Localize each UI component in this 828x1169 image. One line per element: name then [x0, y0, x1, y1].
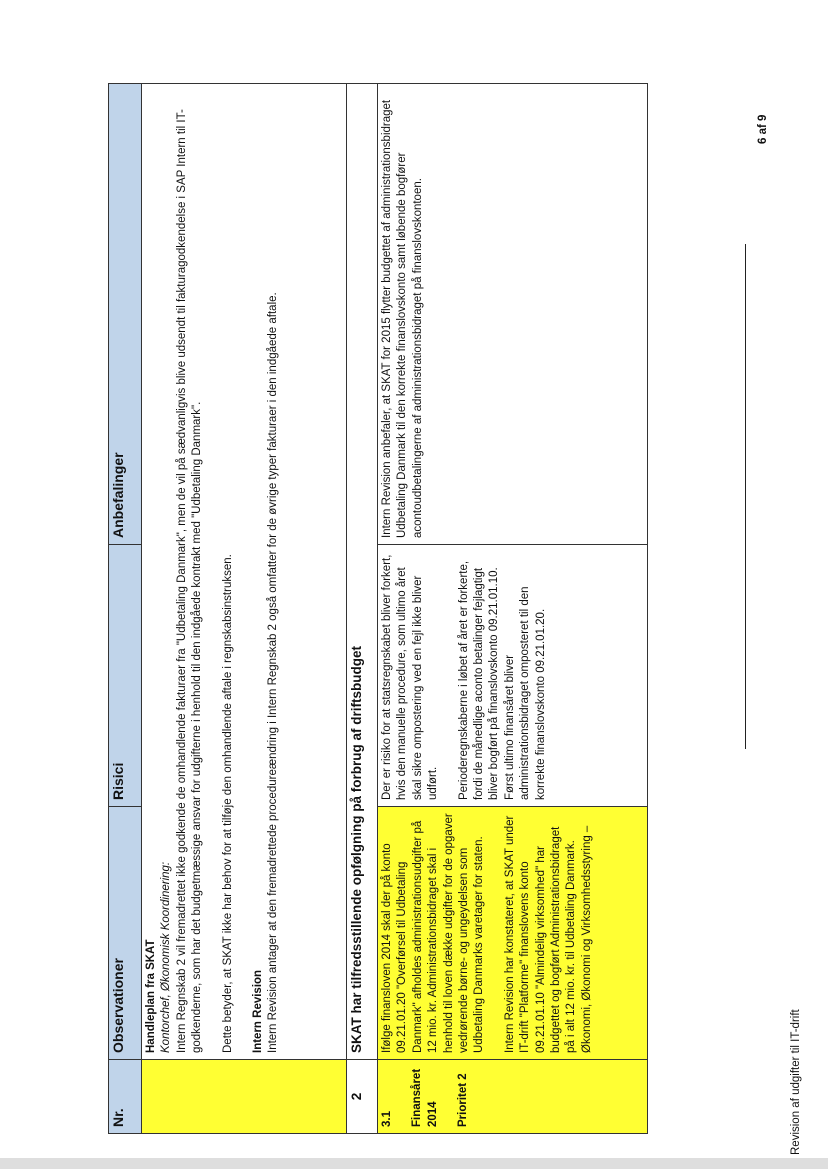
- audit-table: [108, 83, 648, 1134]
- item-label-prioritet: Prioritet 2: [457, 1073, 470, 1127]
- risk-text2: Perioderegnskaberne i løbet af året er forkerte, fordi de månedlige aconto betalinger fejlagtigt bliver bogført på finanslovskonto 09.21.01.10. Først ultimo finansåret bliver administrationsbidraget omposteret til den korrekte finanslovskonto 09.21.01.20.: [457, 560, 547, 800]
- nr-cell-empty: [142, 1060, 347, 1134]
- header-nr: Nr.: [109, 1060, 142, 1134]
- header-observationer: Observationer: [109, 807, 142, 1060]
- item-label-finansaar: Finansåret 2014: [411, 1068, 439, 1127]
- intern-revision-title: Intern Revision: [252, 969, 265, 1053]
- header-anbefalinger: Anbefalinger: [109, 84, 142, 545]
- handleplan-cell: [142, 84, 347, 1060]
- table-row-handleplan: [142, 84, 347, 1134]
- recommendation-text: Intern Revision anbefaler, at SKAT for 2015 flytter budgettet af administrationsbidraget Udbetaling Danmark til den korrekte finanslovskonto samt løbende bogfører acontoudbetalingerne af administrationsbidraget på finanslovskontoen.: [381, 99, 424, 538]
- handleplan-subtitle: Kontorchef, Økonomisk Koordinering:: [160, 861, 173, 1053]
- footer-rule: [745, 244, 746, 749]
- observation-cell: [378, 807, 648, 1060]
- table-header-row: [109, 84, 142, 1134]
- observation-text1: Ifølge finansloven 2014 skal der på konto 09.21.01.20 "Overførsel til Udbetaling Danmark" afholdes administrationsudgifter på 12 mio. kr. Administrationsbidraget skal i henhold til loven dække udgifter for de opgaver vedrørende børne- og ungeydelsen som Udbetaling Danmarks varetager for staten.: [381, 813, 486, 1053]
- handleplan-text1: Intern Regnskab 2 vil fremadrettet ikke godkende de omhandlende fakturaer fra "Udbetaling Danmark", men de vil på sædvanligvis blive udsendt til fakturagodkendelse i SAP Intern til IT-godkenderne, som har det budgetmæssige ansvar for udgifterne i henhold til den indgåede kontrakt med "Udbetaling Danmark".: [175, 109, 204, 1053]
- scan-bottom-strip: [0, 1158, 828, 1169]
- nr-cell-3-1: [378, 1060, 648, 1134]
- recommendation-cell: [378, 84, 648, 545]
- header-risici: Risici: [109, 545, 142, 807]
- section-title: SKAT har tilfredsstillende opfølgning på forbrug af driftsbudget: [347, 84, 378, 1060]
- page-number: 6 af 9: [757, 114, 769, 144]
- handleplan-title: Handleplan fra SKAT: [145, 939, 157, 1053]
- risk-text1: Der er risiko for at statsregnskabet bliver forkert, hvis den manuelle procedure, som ultimo året skal sikre ompostering ved en fejl ikke bliver udført.: [381, 554, 440, 800]
- section-nr: 2: [347, 1060, 378, 1134]
- intern-revision-text: Intern Revision antager at den fremadrettede procedureændring i Intern Regnskab 2 også omfatter for de øvrige typer fakturaer i den indgåede aftale.: [267, 292, 280, 1053]
- table-row-section-2: [347, 84, 378, 1134]
- observation-text2: Intern Revision har konstateret, at SKAT under IT-drift "Platforme" finanslovens konto 09.21.01.10 "Almindelig virksomhed" har budgettet og bogført Administrationsbidraget på i alt 12 mio. kr. til Udbetaling Danmark. Økonomi, Økonomi og Virksomhedsstyring –: [503, 815, 593, 1053]
- footer-title: Revision af udgifter til IT-drift: [790, 1009, 802, 1155]
- item-nr: 3.1: [381, 1111, 393, 1127]
- table-row-3-1: [378, 84, 648, 1134]
- handleplan-text2: Dette betyder, at SKAT ikke har behov for at tilføje den omhandlende aftale i regnskabsinstruksen.: [221, 554, 234, 1053]
- risk-cell: [378, 545, 648, 807]
